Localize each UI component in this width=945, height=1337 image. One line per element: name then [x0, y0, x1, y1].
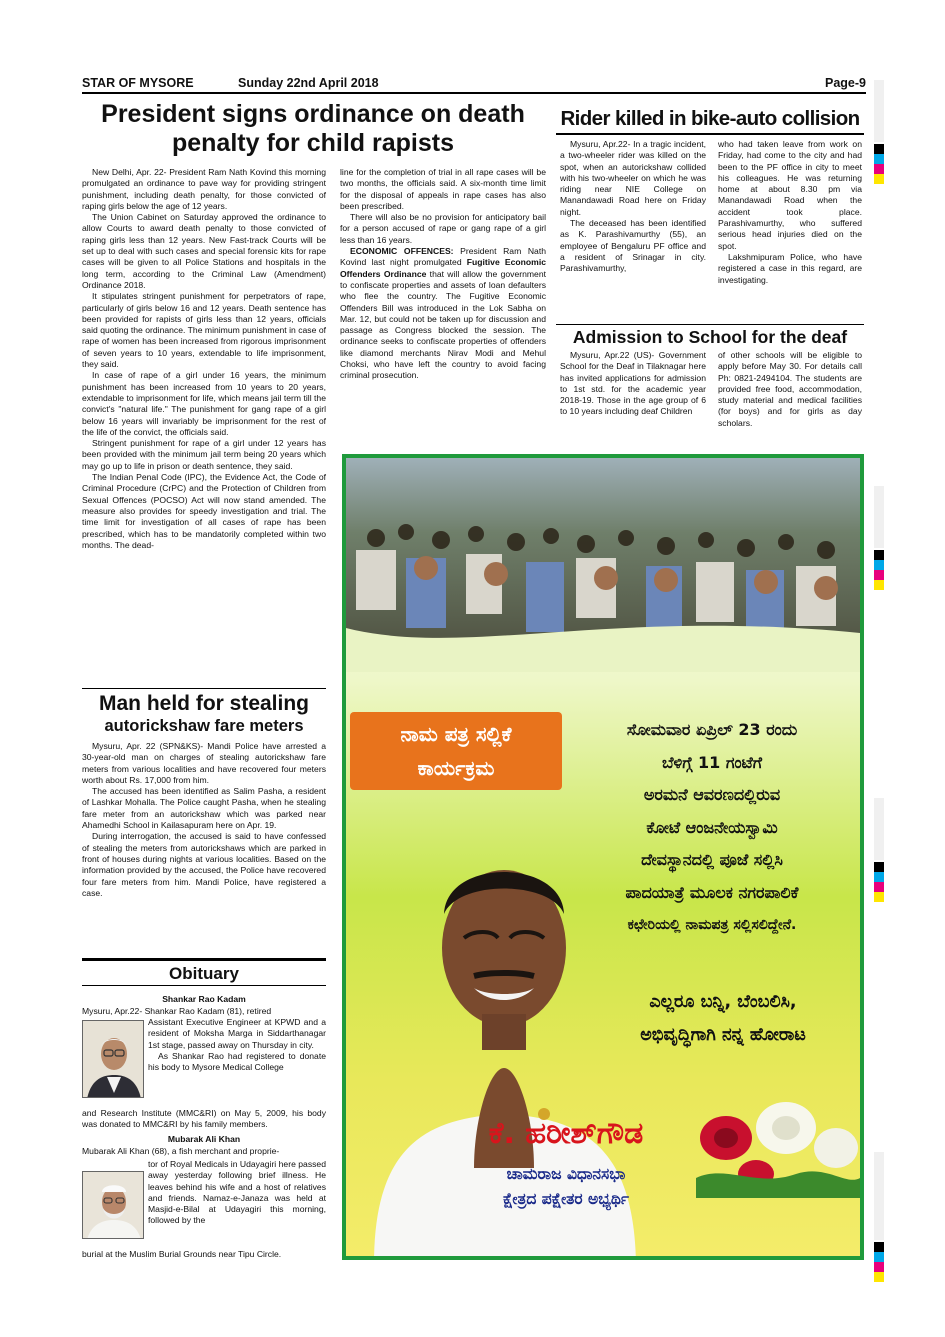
text-run: President Ram Nath Kovind last night promulgated	[340, 246, 547, 268]
divider	[82, 688, 326, 689]
cmyk-registration-mark	[874, 144, 884, 184]
schedule-line: ಕೋಟೆ ಆಂಜನೇಯಸ್ವಾಮಿ	[646, 817, 778, 837]
crowd-photo	[346, 458, 860, 672]
obituary-name: Mubarak Ali Khan	[167, 1134, 241, 1144]
paragraph: and Research Institute (MMC&RI) on May 5, 2009, his body was donated to MMC&RI by his family members.	[82, 1108, 326, 1130]
masthead	[82, 74, 866, 94]
obituary-text: Mysuru, Apr.22- Shankar Rao Kadam (81), retired	[82, 1006, 272, 1016]
headline-line: penalty for child rapists	[171, 129, 454, 157]
obituary-text	[82, 1108, 326, 1131]
story3-headline: Admission to School for the deaf	[572, 327, 848, 347]
headline-line: Man held for stealing	[98, 692, 310, 715]
paragraph: There will also be no provision for anticipatory bail for a person accused of rape or gang rape of a girl less than 16 years.	[340, 212, 546, 245]
appeal-line: ಅಭಿವೃದ್ಧಿಗಾಗಿ ನನ್ನ ಹೋರಾಟ	[640, 1025, 806, 1045]
print-margin-strip	[874, 798, 884, 860]
candidate-name: ಕೆ. ಹರೀಶ್‌ಗೌಡ	[488, 1116, 644, 1151]
paragraph: Mysuru, Apr.22- In a tragic incident, a two-wheeler rider was killed on the spot, when an autorickshaw collided with his two-wheeler on which he was riding near NIE College on Manandawadi Road here on Friday night.	[560, 139, 706, 217]
paragraph: The Union Cabinet on Saturday approved the ordinance to allow Courts to award death penalty to those convicted of raping girls less than 12 years. New Fast-track Courts will be set up to deal with such cases and special forensic kits for rape cases will be given to all Police Stations and hospitals in the long term, according to the Criminal Law (Amendment) Ordinance 2018.	[82, 212, 326, 290]
paragraph: line for the completion of trial in all rape cases will be two months, the officials said. A six-month time limit for the disposal of appeals in rape cases has also been prescribed.	[340, 167, 546, 211]
obituary-text	[148, 1159, 326, 1227]
paragraph: Mysuru, Apr.22 (US)- Government School for the Deaf in Tilaknagar here has invited applications for admission to 1st std. for the academic year 2018-19. Those in the age group of 6 to 10 years including deaf Children	[560, 350, 706, 417]
print-margin-strip	[874, 486, 884, 548]
schedule-line: ಅರಮನೆ ಆವರಣದಲ್ಲಿರುವ	[643, 785, 781, 804]
schedule-line: ಸೋಮವಾರ ಏಪ್ರಿಲ್ 23 ರಂದು	[626, 720, 798, 739]
headline-line: President signs ordinance on death	[101, 100, 525, 128]
schedule-line: ಕಛೇರಿಯಲ್ಲಿ ನಾಮಪತ್ರ ಸಲ್ಲಿಸಲಿದ್ದೇನೆ.	[627, 917, 797, 933]
paragraph: Mysuru, Apr. 22 (SPN&KS)- Mandi Police have arrested a 30-year-old man on charges of stealing autorickshaw fare meters from various localities and have recovered four meters worth about Rs. 17,000 from him.	[82, 741, 326, 785]
paragraph: As Shankar Rao had registered to donate his body to Mysore Medical College	[148, 1050, 326, 1073]
candidate-constituency	[416, 1162, 716, 1212]
paragraph: who had taken leave from work on Friday, had come to the city and had been to the PF office in city to meet his colleagues. He was returning home at about 8.30 pm via Manandawadi Road when the accident took place. Parashivamurthy, who suffered serious head injuries died on the spot.	[718, 139, 862, 251]
portrait-photo	[82, 1171, 144, 1239]
banner-line: ಕಾರ್ಯಕ್ರಮ	[417, 756, 495, 780]
flower-bouquet	[696, 1078, 860, 1198]
story3-column-2	[718, 350, 862, 429]
paragraph: The deceased has been identified as K. Parashivamurthy (55), an employee of Bengaluru PF office and a resident of Srinagar in city. Parashivamurthy,	[560, 218, 706, 274]
paragraph: During interrogation, the accused is said to have confessed of stealing the meters from autorickshaws which are parked in front of houses during nights at various localities. Based on the information provided by the accused, the Police have recovered four fare meters from him. Mandi Police, have registered a case.	[82, 831, 326, 898]
divider	[82, 958, 326, 961]
paragraph: Lakshmipuram Police, who have registered a case in this regard, are investigating.	[718, 251, 862, 285]
schedule-line: ದೇವಸ್ಥಾನದಲ್ಲಿ ಪೂಜೆ ಸಲ್ಲಿಸಿ	[641, 850, 783, 869]
paragraph: In case of rape of a girl under 16 years, the minimum punishment has been increased from 10 years to 20 years, extendable to imprisonment for life, which means jail term till the convict's "natural life." The punishment for gang rape of a girl below 16 years will invariably be imprisonment for the rest of the life of the convict, the officials said.	[82, 370, 326, 437]
story1-column-2	[340, 167, 546, 382]
story2-headline: Rider killed in bike-auto collision	[560, 107, 860, 130]
page-number: Page-9	[825, 76, 866, 90]
obituary-text	[148, 1017, 326, 1073]
banner-line: ನಾಮ ಪತ್ರ ಸಲ್ಲಿಕೆ	[400, 722, 512, 746]
constituency-line: ಚಾಮರಾಜ ವಿಧಾನಸಭಾ	[506, 1165, 626, 1183]
paragraph: tor of Royal Medicals in Udayagiri here passed away yesterday following brief illness. He leaves behind his wife and a host of relatives and friends. Namaz-e-Janaza was held at Masjid-e-Bilal at Udayagiri this morning, followed by the	[148, 1159, 326, 1226]
divider	[556, 324, 864, 325]
election-advertisement	[342, 454, 864, 1260]
obituary-text: Mubarak Ali Khan (68), a fish merchant and proprie-	[82, 1146, 280, 1156]
print-margin-strip	[874, 80, 884, 142]
paragraph: Assistant Executive Engineer at KPWD and a resident of Moksha Marga in Siddarthanagar 1st stage, passed away on Thursday in city.	[148, 1017, 326, 1050]
obituary-name: Shankar Rao Kadam	[162, 994, 246, 1004]
cmyk-registration-mark	[874, 1242, 884, 1282]
obituary-heading: Obituary	[82, 963, 326, 986]
print-margin-strip	[874, 1152, 884, 1240]
paragraph: The Indian Penal Code (IPC), the Evidence Act, the Code of Criminal Procedure (CrPC) and the Protection of Children from Sexual Offences (POCSO) Act will now stand amended. The measure also provides for speedy investigation and trial. The time limit for investigation of all cases of rape has been prescribed, which has to be mandatorily completed within two months. The dead-	[82, 472, 326, 550]
story3-column-1	[560, 350, 706, 418]
obituary-text	[82, 1249, 326, 1260]
paragraph: Stringent punishment for rape of a girl under 12 years has been provided with the minimum jail term being 20 years which may go up to life in prison or death sentence, they said.	[82, 438, 326, 471]
constituency-line: ಕ್ಷೇತ್ರದ ಪಕ್ಷೇತರ ಅಭ್ಯರ್ಥಿ	[503, 1190, 629, 1208]
story1-headline	[80, 100, 546, 158]
paragraph: The accused has been identified as Salim Pasha, a resident of Lashkar Mohalla. The Police caught Pasha, when he stealing fare meter from an autorickshaw which was parked near Ahamedhi School in Kailasapuram here on Apr. 19.	[82, 786, 326, 831]
schedule-line: ಪಾದಯಾತ್ರೆ ಮೂಲಕ ನಗರಪಾಲಿಕೆ	[625, 882, 799, 902]
divider	[556, 133, 864, 135]
cmyk-registration-mark	[874, 862, 884, 902]
story2-column-2	[718, 139, 862, 286]
paragraph: of other schools will be eligible to apply before May 30. For details call Ph: 0821-2494104. The students are provided free food, accommodation, study material and medical facilities (for boys) and for girls as day scholars.	[718, 350, 862, 428]
headline-subline: autorickshaw fare meters	[104, 717, 304, 735]
paragraph	[340, 246, 546, 382]
issue-date: Sunday 22nd April 2018	[238, 76, 379, 90]
story4-body	[82, 741, 326, 899]
section-label: ECONOMIC OFFENCES:	[350, 246, 454, 257]
appeal-line: ಎಲ್ಲರೂ ಬನ್ನಿ, ಬೆಂಬಲಿಸಿ,	[649, 992, 797, 1012]
paper-name: STAR OF MYSORE	[82, 76, 194, 90]
paragraph: It stipulates stringent punishment for perpetrators of rape, particularly of girls below 16 and 12 years. Death sentence has been provided for rapists of girls less than 12 years, officials said quoting the ordinance. The minimum punishment in case of rape of women has been increased from rigorous imprisonment of seven years to 10 years, extendable to life imprisonment, they said.	[82, 291, 326, 370]
portrait-illustration	[83, 1021, 144, 1098]
cmyk-registration-mark	[874, 550, 884, 590]
paragraph: New Delhi, Apr. 22- President Ram Nath Kovind this morning promulgated an ordinance to pave way for providing stringent punishment, including death penalty, for those convicted of raping girls below the age of 12 years.	[82, 167, 326, 211]
story1-column-1	[82, 167, 326, 551]
story2-column-1	[560, 139, 706, 275]
paragraph: burial at the Muslim Burial Grounds near Tipu Circle.	[82, 1249, 282, 1259]
story4-headline	[80, 691, 328, 736]
schedule-line: ಬೆಳಿಗ್ಗೆ 11 ಗಂಟೆಗೆ	[661, 752, 763, 772]
program-banner	[350, 712, 562, 790]
portrait-illustration	[83, 1172, 144, 1239]
text-run: that will allow the government to confiscate properties and assets of loan defaulters who flee the country. The Fugitive Economic Offenders Bill was introduced in the Lok Sabha on Mar. 12, but could not be taken up for discussion and passage as Congress blocked the session. The ordinance seeks to confiscate properties of offenders like diamond merchants Nirav Modi and Mehul Choksi, who have left the country to avoid facing criminal prosecution.	[340, 268, 547, 381]
portrait-photo	[82, 1020, 144, 1098]
bold-run: Fugitive Economic Offenders Ordinance	[340, 257, 546, 279]
